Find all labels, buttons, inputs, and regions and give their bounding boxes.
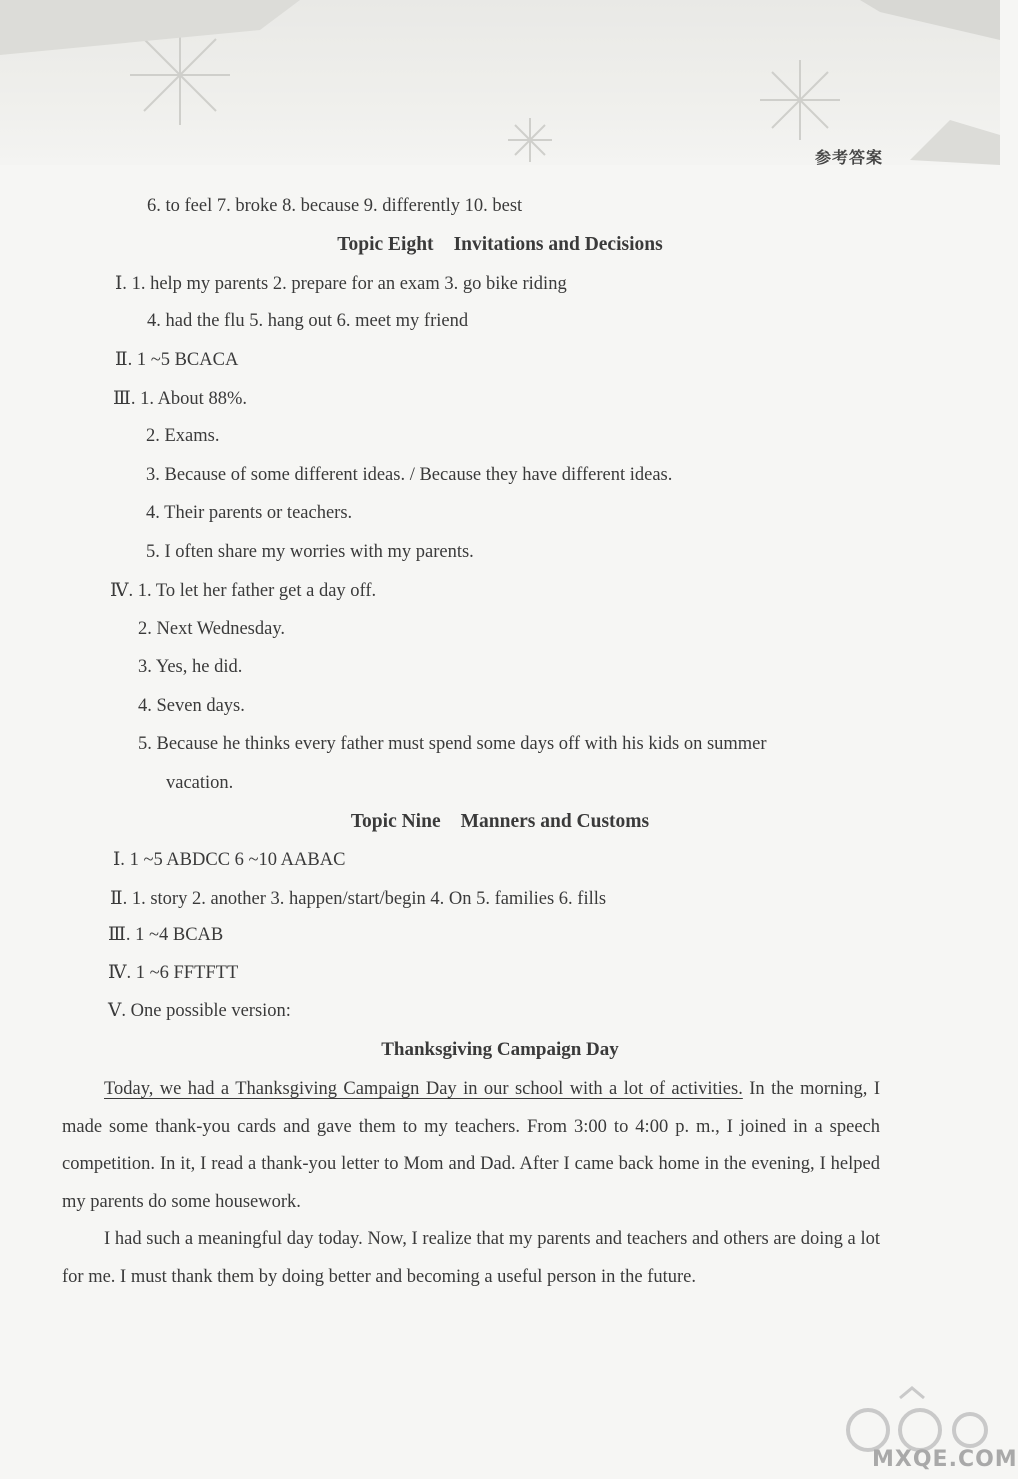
answer-line: 3. Because of some different ideas. / Because they have different ideas. bbox=[146, 465, 673, 485]
prev-answers-line: 6. to feel 7. broke 8. because 9. differently 10. best bbox=[147, 196, 523, 216]
answer-line: 5. Because he thinks every father must spend some days off with his kids on summer bbox=[138, 734, 767, 754]
topic-subtitle: Invitations and Decisions bbox=[453, 234, 663, 255]
essay-paragraph-1 bbox=[62, 1071, 880, 1221]
topic-title: Topic Nine bbox=[350, 811, 441, 832]
section-1 bbox=[113, 849, 345, 871]
paragraph-text: In the morning, I made some thank-you cards and gave them to my teachers. From 3:00 to 4:00 p. m., I joined in a speech competition. In it, I read a thank-you letter to Mom and Dad. After I came back home in the evening, I helped my parents do some housework. bbox=[62, 1079, 880, 1212]
section-number: Ⅲ. bbox=[108, 925, 131, 945]
topic-nine-heading bbox=[0, 811, 1000, 833]
section-3 bbox=[113, 388, 247, 410]
answer-line: 5. I often share my worries with my parents. bbox=[146, 542, 474, 562]
section-5 bbox=[108, 1000, 291, 1022]
section-number: Ⅳ. bbox=[110, 581, 134, 601]
answer-text: 1. To let her father get a day off. bbox=[137, 581, 377, 601]
answer-line: vacation. bbox=[166, 773, 234, 793]
topic-title: Topic Eight bbox=[337, 234, 434, 255]
header-band bbox=[0, 0, 1000, 165]
answer-key-label: 参考答案 bbox=[815, 148, 884, 167]
section-number: Ⅱ. bbox=[115, 350, 133, 370]
answer-line: 2. Next Wednesday. bbox=[138, 619, 285, 639]
section-number: Ⅰ. bbox=[115, 274, 127, 294]
answer-line: 4. Seven days. bbox=[138, 696, 245, 716]
section-number: Ⅴ. bbox=[108, 1001, 126, 1021]
answer-text: 1 ~6 FFTFTT bbox=[135, 963, 239, 983]
answer-text: 1 ~5 BCACA bbox=[136, 350, 239, 370]
snowflake-decoration bbox=[0, 0, 1000, 165]
topic-subtitle: Manners and Customs bbox=[460, 811, 650, 832]
section-number: Ⅳ. bbox=[108, 963, 132, 983]
essay-title: Thanksgiving Campaign Day bbox=[381, 1039, 619, 1060]
answer-line: 4. Their parents or teachers. bbox=[146, 503, 353, 523]
section-2 bbox=[110, 888, 606, 910]
section-2 bbox=[115, 349, 238, 371]
underlined-sentence: Today, we had a Thanksgiving Campaign Day in our school with a lot of activities. bbox=[104, 1079, 743, 1099]
watermark-text: MXQE.COM bbox=[872, 1447, 1018, 1472]
answer-text: 1. help my parents 2. prepare for an exam 3. go bike riding bbox=[131, 274, 567, 294]
answer-text: 1 ~5 ABDCC 6 ~10 AABAC bbox=[129, 850, 346, 870]
section-number: Ⅲ. bbox=[113, 389, 136, 409]
essay-paragraph-2: I had such a meaningful day today. Now, I realize that my parents and teachers and others are doing a lot for me. I must thank them by doing better and becoming a useful person in the future. bbox=[62, 1229, 880, 1287]
section-4 bbox=[108, 962, 238, 984]
section-number: Ⅱ. bbox=[110, 889, 128, 909]
answer-line: 2. Exams. bbox=[146, 426, 220, 446]
section-3 bbox=[108, 924, 223, 946]
answer-text: 1. story 2. another 3. happen/start/begin 4. On 5. families 6. fills bbox=[131, 889, 607, 909]
answer-text: 1. About 88%. bbox=[140, 389, 247, 409]
answer-text: 1 ~4 BCAB bbox=[135, 925, 224, 945]
topic-eight-heading bbox=[0, 234, 1000, 256]
section-1 bbox=[115, 273, 567, 295]
answer-line: 3. Yes, he did. bbox=[138, 657, 243, 677]
answer-line: 4. had the flu 5. hang out 6. meet my friend bbox=[147, 311, 469, 331]
answer-text: One possible version: bbox=[130, 1001, 291, 1021]
section-4 bbox=[110, 580, 376, 602]
section-number: Ⅰ. bbox=[113, 850, 125, 870]
